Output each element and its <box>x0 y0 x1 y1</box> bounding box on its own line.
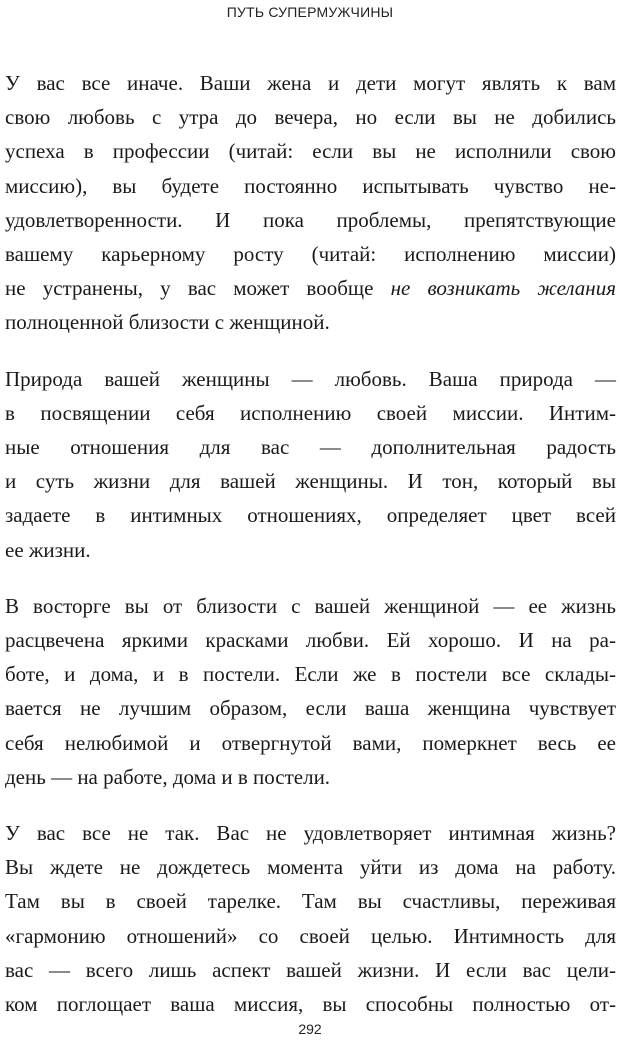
text-line: свою любовь с утра до вечера, но если вы не добились <box>5 105 616 130</box>
text-line: расцвечена яркими красками любви. Ей хорошо. И на ра- <box>5 628 616 653</box>
text-line: вается не лучшим образом, если ваша женщина чувствует <box>5 696 616 721</box>
text-line: в посвящении себя исполнению своей миссии. Интим- <box>5 400 616 425</box>
text-line: успеха в профессии (читай: если вы не исполнили свою <box>5 139 616 164</box>
text-line: Вы ждете не дождетесь момента уйти из дома на работу. <box>5 855 616 880</box>
text-line: ком поглощает ваша миссия, вы способны полностью от- <box>5 992 616 1017</box>
text-line: полноценной близости с женщиной. <box>5 310 330 335</box>
page-number: 292 <box>298 1021 322 1037</box>
text-line: миссию), вы будете постоянно испытывать чувство не- <box>5 173 616 198</box>
text-line-with-emphasis <box>5 271 616 305</box>
text-line: Там вы в своей тарелке. Там вы счастливы, переживая <box>5 889 616 914</box>
text-line: У вас все не так. Вас не удовлетворяет интимная жизнь? <box>5 821 616 846</box>
paragraph-2 <box>5 362 616 567</box>
text-line: задаете в интимных отношениях, определяет цвет всей <box>5 503 616 528</box>
page-body <box>5 66 616 1043</box>
text-line: удовлетворенности. И пока проблемы, препятствующие <box>5 207 616 232</box>
text-line: ее жизни. <box>5 537 91 562</box>
text-line: В восторге вы от близости с вашей женщиной — ее жизнь <box>5 593 616 618</box>
text-line: ные отношения для вас — дополнительная радость <box>5 435 616 460</box>
text-line: У вас все иначе. Ваши жена и дети могут являть к вам <box>5 71 616 95</box>
text-line: и суть жизни для вашей женщины. И тон, который вы <box>5 469 616 494</box>
text-line: Природа вашей женщины — любовь. Ваша природа — <box>5 366 616 391</box>
paragraph-1 <box>5 66 616 340</box>
text-line: «гармонию отношений» со своей целью. Интимность для <box>5 923 616 948</box>
text-segment: не устранены, у вас может вообще <box>5 276 391 301</box>
text-line: вашему карьерному росту (читай: исполнению миссии) <box>5 242 616 267</box>
text-line: вас — всего лишь аспект вашей жизни. И если вас цели- <box>5 957 616 982</box>
paragraph-4 <box>5 816 616 1021</box>
text-line: день — на работе, дома и в постели. <box>5 764 331 789</box>
paragraph-3 <box>5 589 616 794</box>
running-header: ПУТЬ СУПЕРМУЖЧИНЫ <box>226 4 394 20</box>
text-line: себя нелюбимой и отвергнутой вами, померкнет весь ее <box>5 730 616 755</box>
italic-emphasis: не возникать желания <box>390 276 616 301</box>
text-line: боте, и дома, и в постели. Если же в постели все склады- <box>5 662 616 687</box>
